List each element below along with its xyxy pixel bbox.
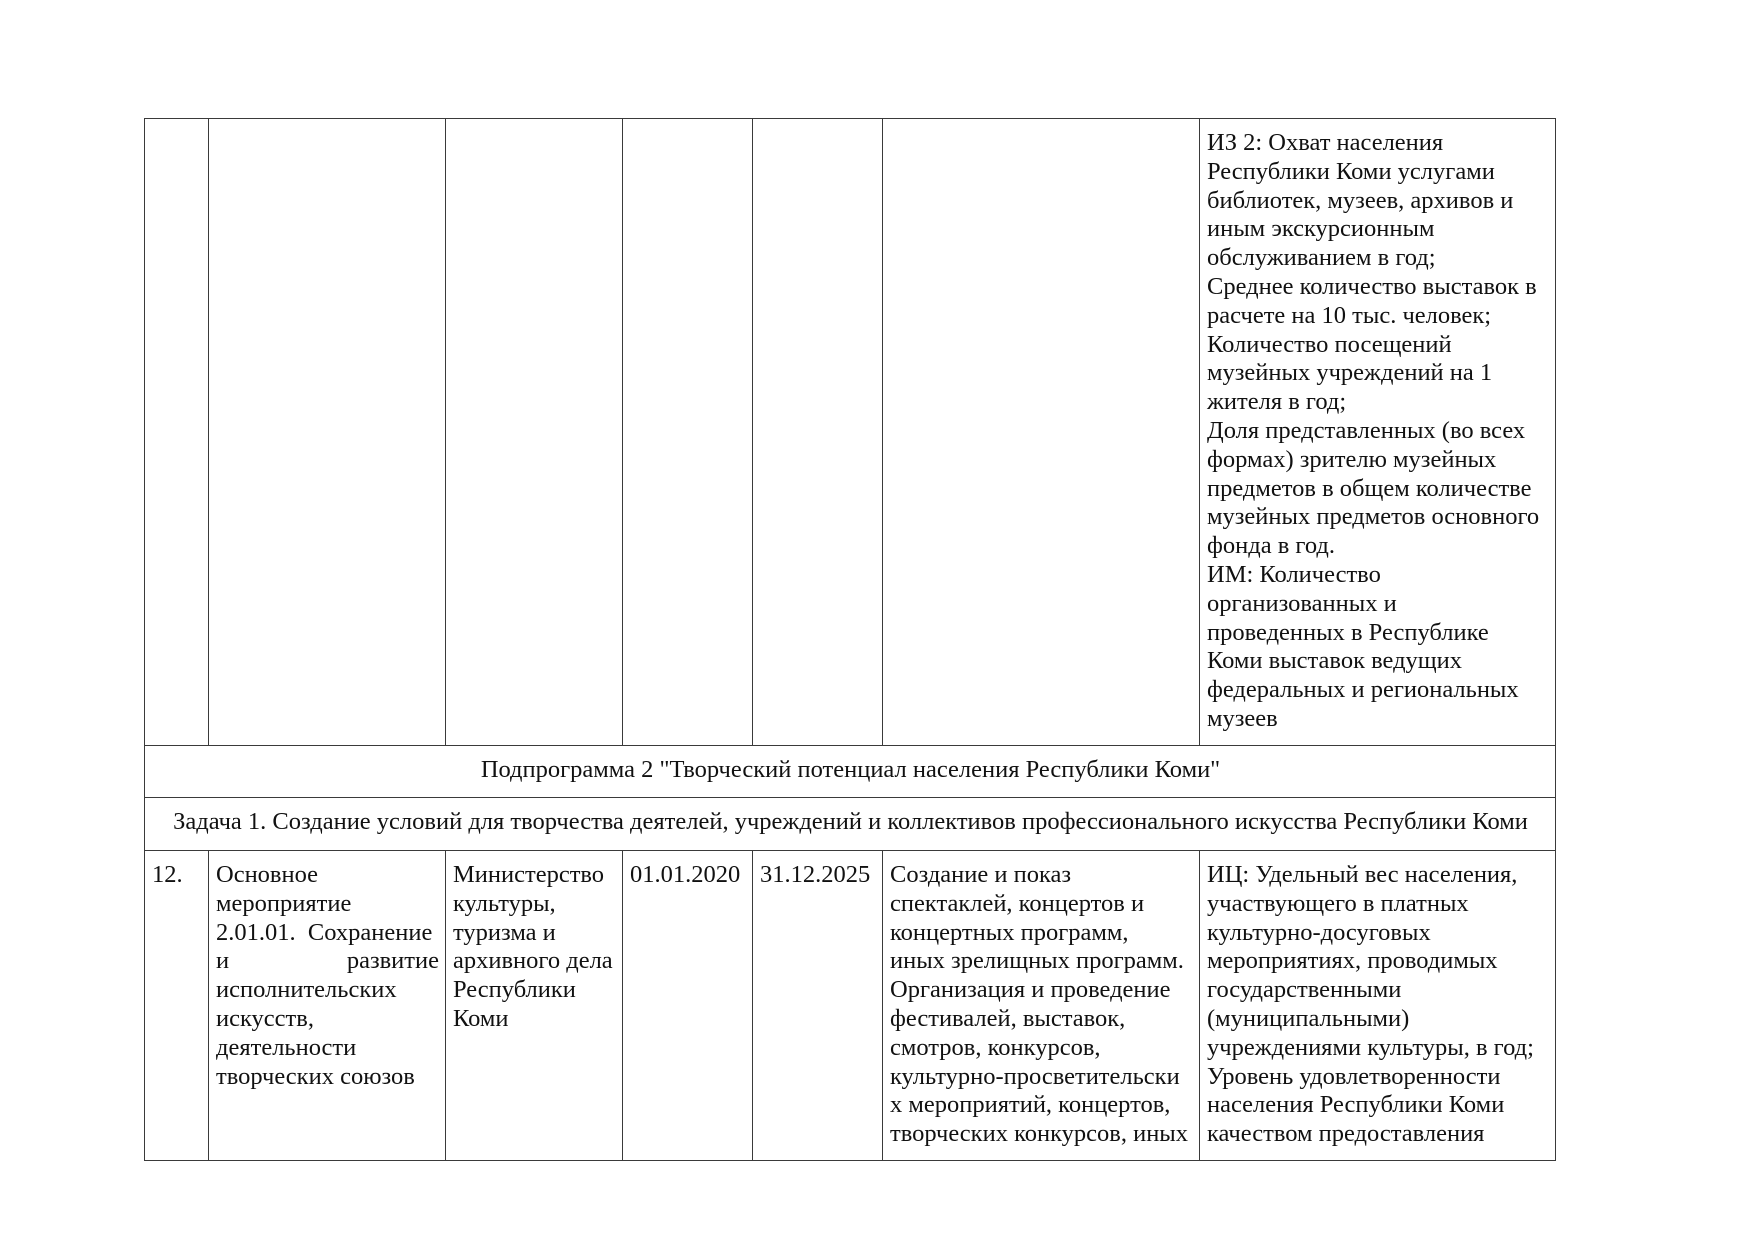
indicator-line: участвующего в платных	[1207, 889, 1469, 917]
cell-indicators	[1200, 119, 1556, 746]
indicator-line: Среднее количество выставок в	[1207, 272, 1537, 300]
indicator-line: ИЗ 2: Охват населения	[1207, 129, 1444, 156]
result-line: культурно-просветительски	[890, 1062, 1180, 1090]
program-activities-table	[144, 118, 1556, 1161]
cell-start-date	[623, 851, 753, 1161]
executor-line: культуры,	[453, 889, 556, 917]
indicator-line: Коми выставок ведущих	[1207, 647, 1463, 675]
indicator-line: ИМ: Количество	[1207, 560, 1381, 588]
name-line: и развитие	[216, 947, 439, 975]
table-row-continuation	[145, 119, 1556, 746]
end-date: 31.12.2025	[760, 861, 871, 888]
indicator-line: расчете на 10 тыс. человек;	[1207, 301, 1492, 329]
indicator-line: иным экскурсионным	[1207, 215, 1435, 243]
cell-executor	[446, 119, 623, 746]
indicator-line: музеев	[1207, 704, 1278, 732]
cell-name	[209, 851, 446, 1161]
indicator-line: жителя в год;	[1207, 388, 1347, 416]
indicator-line: обслуживанием в год;	[1207, 244, 1436, 272]
subprogram-heading-row	[145, 746, 1556, 798]
result-line: концертных программ,	[890, 918, 1129, 946]
indicator-line: Уровень удовлетворенности	[1207, 1062, 1501, 1090]
result-line: Создание и показ	[890, 861, 1072, 888]
executor-line: Министерство	[453, 861, 605, 888]
cell-result	[883, 119, 1200, 746]
cell-start-date	[623, 119, 753, 746]
indicator-line: музейных учреждений на 1	[1207, 359, 1493, 387]
indicator-line: фонда в год.	[1207, 532, 1335, 560]
indicator-line: учреждениями культуры, в год;	[1207, 1033, 1534, 1061]
task-heading-row	[145, 798, 1556, 851]
executor-line: Республики	[453, 976, 576, 1004]
indicator-line: качеством предоставления	[1207, 1120, 1485, 1148]
indicator-line: предметов в общем количестве	[1207, 474, 1532, 502]
indicator-line: населения Республики Коми	[1207, 1091, 1505, 1119]
result-line: фестивалей, выставок,	[890, 1004, 1126, 1032]
result-line: Организация и проведение	[890, 976, 1171, 1004]
indicator-line: государственными	[1207, 976, 1402, 1004]
indicator-line: культурно-досуговых	[1207, 918, 1431, 946]
cell-indicators	[1200, 851, 1556, 1161]
cell-name	[209, 119, 446, 746]
name-line: Основное	[216, 861, 319, 888]
cell-number	[145, 119, 209, 746]
indicator-line: Республики Коми услугами	[1207, 157, 1495, 185]
subprogram-title: Подпрограмма 2 "Творческий потенциал населения Республики Коми"	[145, 746, 1556, 798]
executor-line: архивного дела	[453, 947, 613, 975]
indicator-line: библиотек, музеев, архивов и	[1207, 186, 1514, 214]
name-line: творческих союзов	[216, 1062, 415, 1090]
name-line: искусств,	[216, 1004, 314, 1032]
start-date: 01.01.2020	[630, 861, 741, 888]
task-title: Задача 1. Создание условий для творчества деятелей, учреждений и коллективов профессионального искусства Республики Коми	[145, 798, 1556, 851]
indicator-line: федеральных и региональных	[1207, 676, 1519, 704]
executor-line: туризма и	[453, 918, 556, 946]
cell-executor	[446, 851, 623, 1161]
indicator-line: Количество посещений	[1207, 330, 1452, 358]
result-line: творческих конкурсов, иных	[890, 1120, 1189, 1148]
cell-number	[145, 851, 209, 1161]
cell-end-date	[753, 119, 883, 746]
cell-end-date	[753, 851, 883, 1161]
result-line: смотров, конкурсов,	[890, 1033, 1101, 1061]
name-line: мероприятие	[216, 889, 352, 917]
indicator-line: Доля представленных (во всех	[1207, 416, 1526, 444]
cell-result	[883, 851, 1200, 1161]
indicator-line: музейных предметов основного	[1207, 503, 1540, 531]
indicator-line: организованных и	[1207, 589, 1397, 617]
row-number: 12.	[152, 861, 183, 888]
name-line: деятельности	[216, 1033, 357, 1061]
indicator-line: мероприятиях, проводимых	[1207, 947, 1498, 975]
indicator-line: формах) зрителю музейных	[1207, 445, 1497, 473]
result-line: иных зрелищных программ.	[890, 947, 1184, 975]
indicator-line: (муниципальными)	[1207, 1004, 1410, 1032]
indicator-line: проведенных в Республике	[1207, 618, 1489, 646]
result-line: х мероприятий, концертов,	[890, 1091, 1171, 1119]
table-row-12	[145, 851, 1556, 1161]
name-line: 2.01.01. Сохранение	[216, 918, 433, 946]
executor-line: Коми	[453, 1004, 509, 1032]
result-line: спектаклей, концертов и	[890, 889, 1145, 917]
name-line: исполнительских	[216, 976, 397, 1004]
indicator-line: ИЦ: Удельный вес населения,	[1207, 861, 1518, 888]
